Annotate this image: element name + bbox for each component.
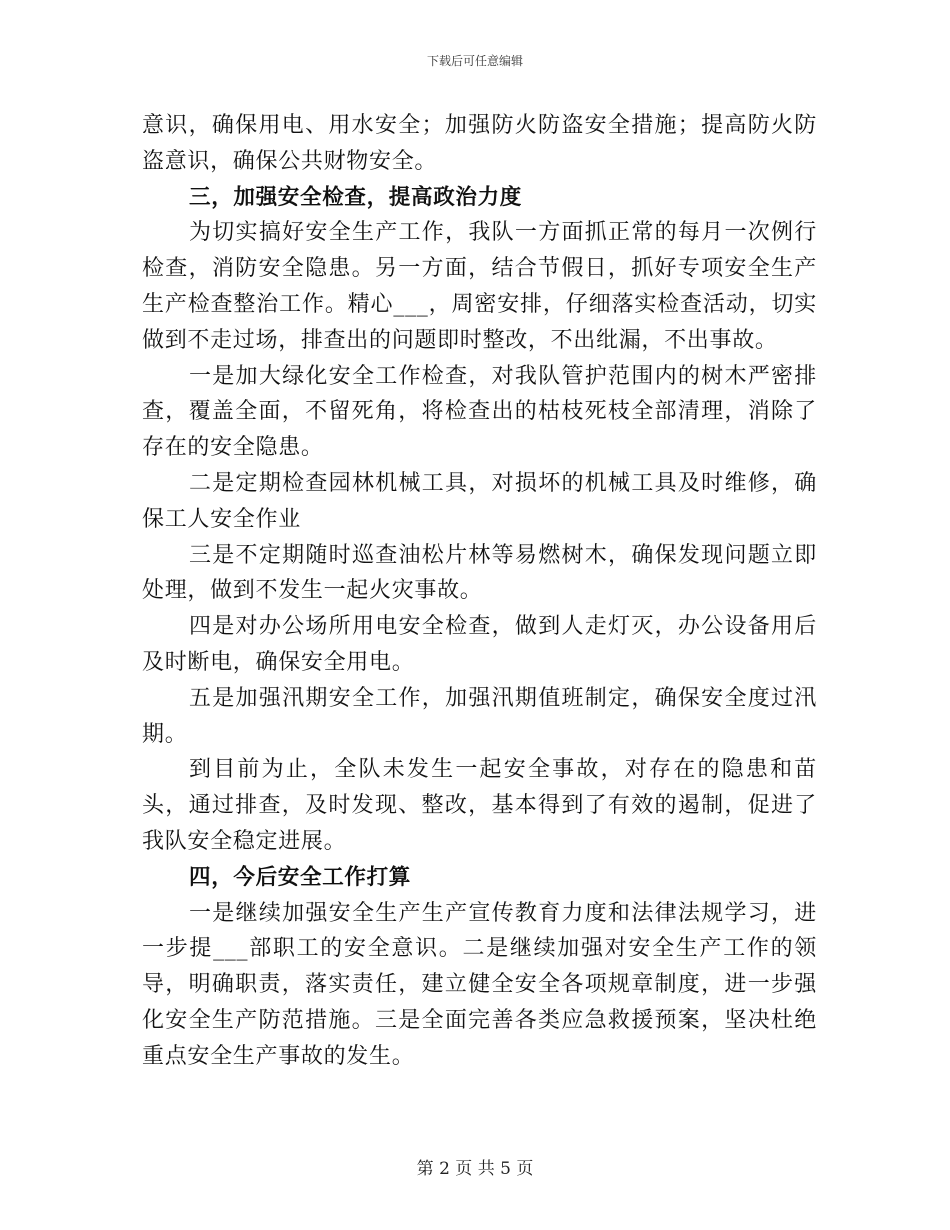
page-header-note: 下载后可任意编辑: [426, 54, 523, 68]
paragraph: 到目前为止，全队未发生一起安全事故，对存在的隐患和苗头，通过排查，及时发现、整改，基本得到了有效的遏制，促进了我队安全稳定进展。: [142, 757, 817, 854]
paragraph: 五是加强汛期安全工作，加强汛期值班制定，确保安全度过汛期。: [142, 685, 817, 747]
paragraph: 一是继续加强安全生产生产宣传教育力度和法律法规学习，进一步提___部职工的安全意识。二是继续加强对安全生产工作的领导，明确职责，落实责任，建立健全安全各项规章制度，进一步强化安全生产防范措施。三是全面完善各类应急救援预案，坚决杜绝重点安全生产事故的发生。: [142, 900, 817, 1069]
paragraph: 二是定期检查园林机械工具，对损坏的机械工具及时维修，确保工人安全作业: [142, 470, 817, 532]
paragraph: 四是对办公场所用电安全检查，做到人走灯灭，办公设备用后及时断电，确保安全用电。: [142, 614, 817, 675]
paragraph-continued: 意识，确保用电、用水安全；加强防火防盗安全措施；提高防火防盗意识，确保公共财物安全。: [142, 113, 817, 174]
paragraph: 一是加大绿化安全工作检查，对我队管护范围内的树木严密排查，覆盖全面，不留死角，将检查出的枯枝死枝全部清理，消除了存在的安全隐患。: [142, 363, 817, 461]
paragraph: 为切实搞好安全生产工作，我队一方面抓正常的每月一次例行检查，消防安全隐患。另一方面，结合节假日，抓好专项安全生产生产检查整治工作。精心___，周密安排，仔细落实检查活动，切实做到不走过场，排查出的问题即时整改，不出纰漏，不出事故。: [142, 220, 817, 353]
paragraph: 三是不定期随时巡查油松片林等易燃树木，确保发现问题立即处理，做到不发生一起火灾事故。: [142, 542, 817, 604]
page-number: 第 2 页 共 5 页: [416, 1159, 534, 1179]
section-heading-4: 四，今后安全工作打算: [189, 864, 412, 890]
section-heading-3: 三，加强安全检查，提高政治力度: [189, 184, 523, 210]
document-body: [142, 108, 817, 1075]
